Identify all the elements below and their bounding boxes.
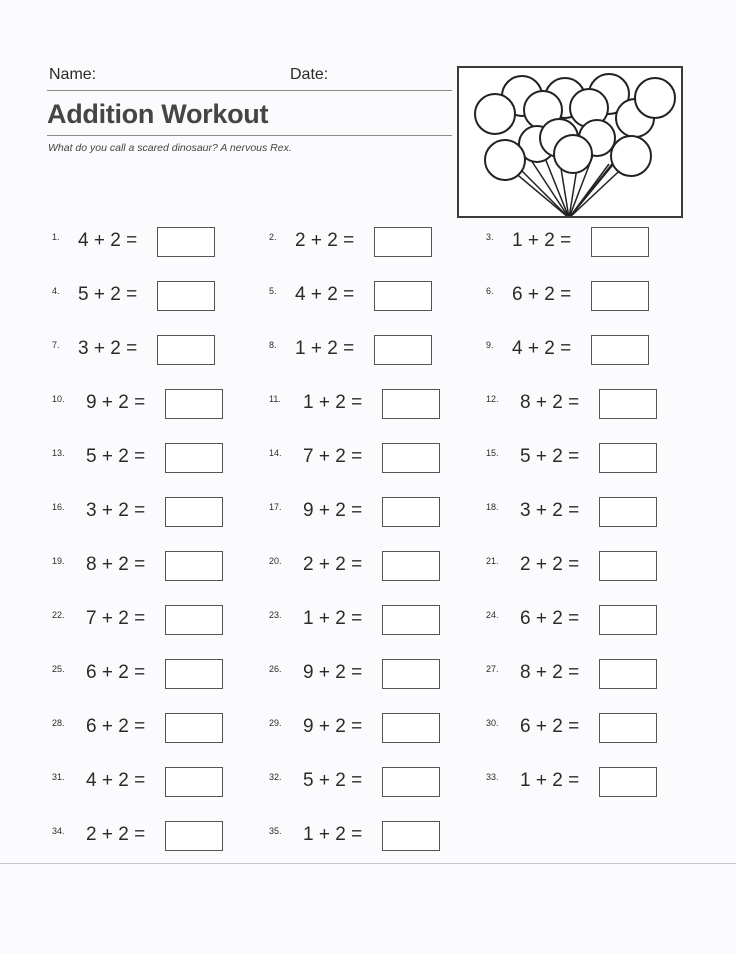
problem-number: 1. [52,232,60,242]
problem-expression: 1 + 2 = [303,392,363,413]
problem-expression: 1 + 2 = [520,770,580,791]
problem-number: 27. [486,664,499,674]
answer-box[interactable] [599,389,657,419]
problem-27 [486,660,676,692]
problem-10 [52,390,242,422]
problem-number: 28. [52,718,65,728]
problem-number: 7. [52,340,60,350]
problem-expression: 4 + 2 = [78,230,138,251]
answer-box[interactable] [382,551,440,581]
problem-2 [269,228,459,260]
answer-box[interactable] [374,281,432,311]
problem-33 [486,768,676,800]
answer-box[interactable] [165,713,223,743]
worksheet-title: Addition Workout [47,99,269,129]
problem-11 [269,390,459,422]
problem-expression: 1 + 2 = [512,230,572,251]
problem-expression: 8 + 2 = [520,392,580,413]
problem-35 [269,822,459,854]
problem-number: 19. [52,556,65,566]
problem-expression: 7 + 2 = [303,446,363,467]
problem-4 [52,282,242,314]
answer-box[interactable] [591,281,649,311]
problem-number: 34. [52,826,65,836]
problem-expression: 7 + 2 = [86,608,146,629]
answer-box[interactable] [382,713,440,743]
answer-box[interactable] [157,227,215,257]
problem-expression: 2 + 2 = [86,824,146,845]
answer-box[interactable] [165,551,223,581]
problem-26 [269,660,459,692]
problem-number: 9. [486,340,494,350]
problem-expression: 8 + 2 = [86,554,146,575]
answer-box[interactable] [382,821,440,851]
answer-box[interactable] [165,605,223,635]
answer-box[interactable] [382,497,440,527]
name-label: Name: [49,66,97,83]
problem-number: 29. [269,718,282,728]
problem-expression: 6 + 2 = [86,716,146,737]
answer-box[interactable] [382,605,440,635]
problem-19 [52,552,242,584]
problem-expression: 1 + 2 = [303,824,363,845]
problem-expression: 4 + 2 = [86,770,146,791]
problem-number: 6. [486,286,494,296]
answer-box[interactable] [165,497,223,527]
page-divider [0,863,736,864]
problem-expression: 9 + 2 = [86,392,146,413]
problem-30 [486,714,676,746]
problem-6 [486,282,676,314]
problem-8 [269,336,459,368]
problem-number: 10. [52,394,65,404]
problem-13 [52,444,242,476]
problem-number: 16. [52,502,65,512]
problem-18 [486,498,676,530]
problem-number: 31. [52,772,65,782]
problem-32 [269,768,459,800]
answer-box[interactable] [165,389,223,419]
problem-expression: 6 + 2 = [512,284,572,305]
problem-number: 24. [486,610,499,620]
problem-expression: 5 + 2 = [78,284,138,305]
answer-box[interactable] [599,605,657,635]
problem-14 [269,444,459,476]
problem-expression: 5 + 2 = [303,770,363,791]
problem-number: 30. [486,718,499,728]
problem-21 [486,552,676,584]
problem-expression: 9 + 2 = [303,500,363,521]
problem-expression: 1 + 2 = [295,338,355,359]
answer-box[interactable] [382,767,440,797]
problem-expression: 9 + 2 = [303,662,363,683]
problem-number: 25. [52,664,65,674]
problem-7 [52,336,242,368]
problem-expression: 8 + 2 = [520,662,580,683]
problem-22 [52,606,242,638]
problem-31 [52,768,242,800]
problem-expression: 3 + 2 = [86,500,146,521]
problem-expression: 6 + 2 = [520,608,580,629]
answer-box[interactable] [599,497,657,527]
problem-number: 35. [269,826,282,836]
answer-box[interactable] [599,659,657,689]
problem-number: 3. [486,232,494,242]
answer-box[interactable] [599,713,657,743]
problem-29 [269,714,459,746]
problem-number: 22. [52,610,65,620]
answer-box[interactable] [599,767,657,797]
problem-expression: 9 + 2 = [303,716,363,737]
answer-box[interactable] [157,281,215,311]
problem-number: 15. [486,448,499,458]
date-label: Date: [290,66,329,83]
problem-expression: 5 + 2 = [520,446,580,467]
problem-number: 4. [52,286,60,296]
problem-number: 20. [269,556,282,566]
problem-number: 14. [269,448,282,458]
problem-5 [269,282,459,314]
answer-box[interactable] [157,335,215,365]
answer-box[interactable] [599,443,657,473]
problem-9 [486,336,676,368]
problem-expression: 6 + 2 = [520,716,580,737]
problem-expression: 4 + 2 = [512,338,572,359]
problem-24 [486,606,676,638]
problem-number: 23. [269,610,282,620]
problem-34 [52,822,242,854]
problem-expression: 3 + 2 = [78,338,138,359]
problem-expression: 1 + 2 = [303,608,363,629]
problem-12 [486,390,676,422]
answer-box[interactable] [382,389,440,419]
problem-number: 2. [269,232,277,242]
problem-number: 13. [52,448,65,458]
problem-expression: 4 + 2 = [295,284,355,305]
problem-number: 8. [269,340,277,350]
problem-15 [486,444,676,476]
answer-box[interactable] [165,659,223,689]
problem-20 [269,552,459,584]
answer-box[interactable] [374,335,432,365]
problem-expression: 3 + 2 = [520,500,580,521]
problem-number: 12. [486,394,499,404]
problem-expression: 2 + 2 = [303,554,363,575]
answer-box[interactable] [591,227,649,257]
problem-25 [52,660,242,692]
problem-1 [52,228,242,260]
problem-expression: 2 + 2 = [520,554,580,575]
problem-28 [52,714,242,746]
problem-17 [269,498,459,530]
problem-number: 17. [269,502,282,512]
problem-expression: 2 + 2 = [295,230,355,251]
answer-box[interactable] [591,335,649,365]
answer-box[interactable] [374,227,432,257]
problem-number: 33. [486,772,499,782]
answer-box[interactable] [382,659,440,689]
problem-3 [486,228,676,260]
answer-box[interactable] [382,443,440,473]
problem-23 [269,606,459,638]
problem-number: 11. [269,394,281,404]
problem-number: 26. [269,664,282,674]
answer-box[interactable] [165,443,223,473]
answer-box[interactable] [165,767,223,797]
problem-expression: 5 + 2 = [86,446,146,467]
problem-number: 18. [486,502,499,512]
answer-box[interactable] [165,821,223,851]
problem-number: 32. [269,772,282,782]
worksheet-joke: What do you call a scared dinosaur? A nervous Rex. [48,142,292,154]
problem-number: 5. [269,286,277,296]
problem-expression: 6 + 2 = [86,662,146,683]
problem-number: 21. [486,556,499,566]
problem-16 [52,498,242,530]
answer-box[interactable] [599,551,657,581]
